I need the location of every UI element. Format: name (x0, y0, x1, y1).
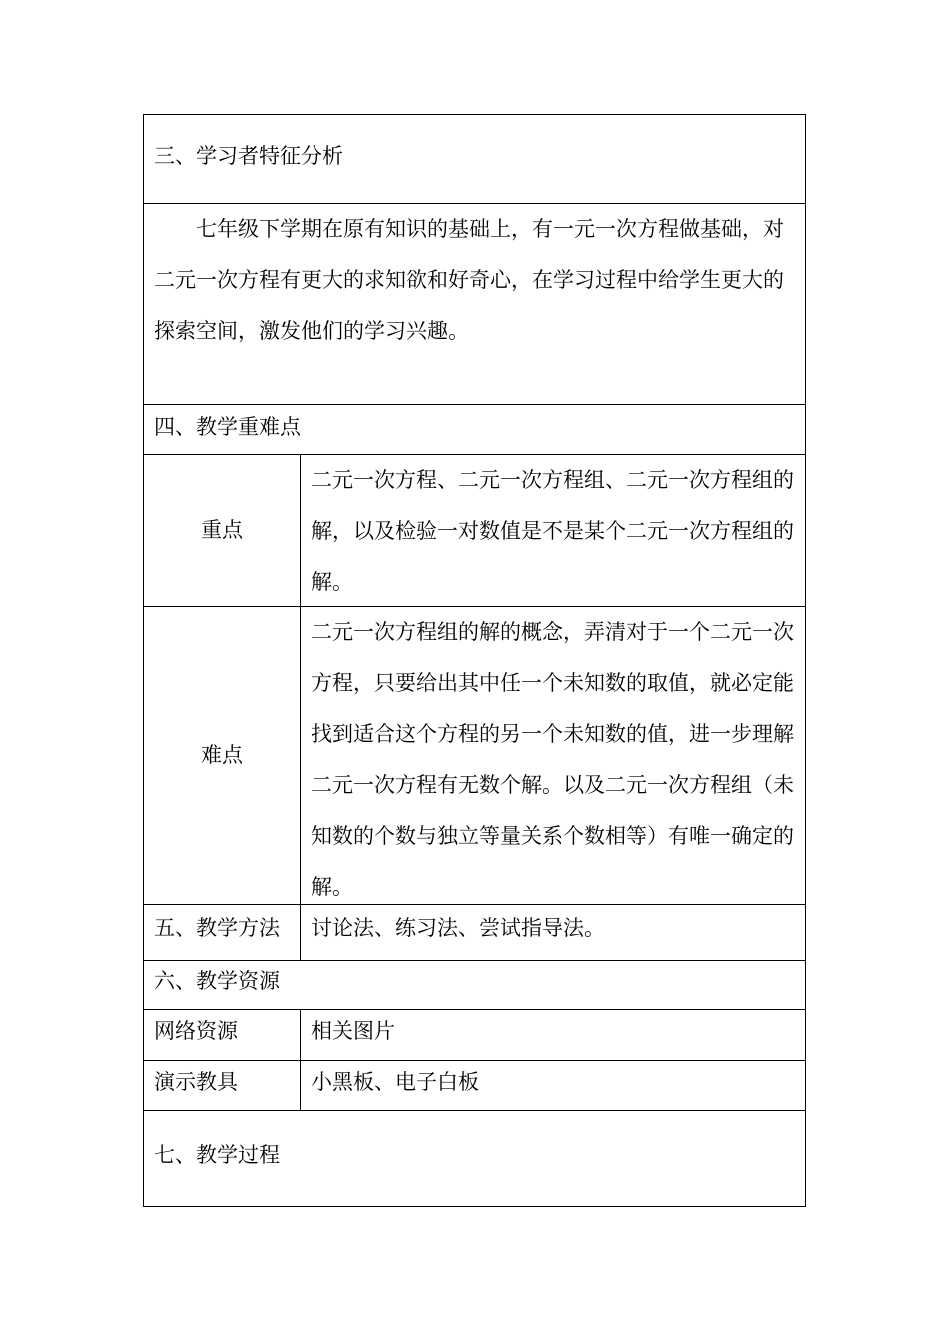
key-points-heading: 四、教学重难点 (154, 415, 301, 439)
resources-heading: 六、教学资源 (154, 969, 280, 993)
network-text: 相关图片 (311, 1019, 395, 1043)
learner-heading: 三、学习者特征分析 (154, 144, 343, 168)
method-label: 五、教学方法 (144, 905, 301, 960)
key-point-text: 二元一次方程、二元一次方程组、二元一次方程组的解，以及检验一对数值是不是某个二元一次方程组的解。 (311, 468, 794, 594)
network-resource-row (144, 1009, 805, 1060)
lesson-plan-table (143, 114, 806, 1207)
tools-text: 小黑板、电子白板 (311, 1070, 479, 1094)
method-text: 讨论法、练习法、尝试指导法。 (311, 916, 605, 940)
tools-row (144, 1060, 805, 1110)
method-row (144, 904, 805, 960)
key-point-label: 重点 (144, 455, 301, 606)
difficulty-label: 难点 (144, 607, 301, 904)
learner-body: 七年级下学期在原有知识的基础上，有一元一次方程做基础，对二元一次方程有更大的求知欲和好奇心，在学习过程中给学生更大的探索空间，激发他们的学习兴趣。 (154, 217, 784, 343)
resources-heading-row (144, 960, 805, 1009)
tools-label: 演示教具 (144, 1061, 301, 1110)
key-point-row (144, 454, 805, 606)
learner-body-row (144, 203, 805, 404)
key-points-heading-row (144, 404, 805, 454)
difficulty-row (144, 606, 805, 904)
process-heading-row (144, 1110, 805, 1206)
network-label: 网络资源 (144, 1010, 301, 1060)
difficulty-text: 二元一次方程组的解的概念，弄清对于一个二元一次方程，只要给出其中任一个未知数的取值，就必定能找到适合这个方程的另一个未知数的值，进一步理解二元一次方程有无数个解。以及二元一次方程组（未知数的个数与独立等量关系个数相等）有唯一确定的解。 (311, 620, 794, 899)
learner-heading-row (144, 115, 805, 203)
process-heading: 七、教学过程 (154, 1143, 280, 1167)
